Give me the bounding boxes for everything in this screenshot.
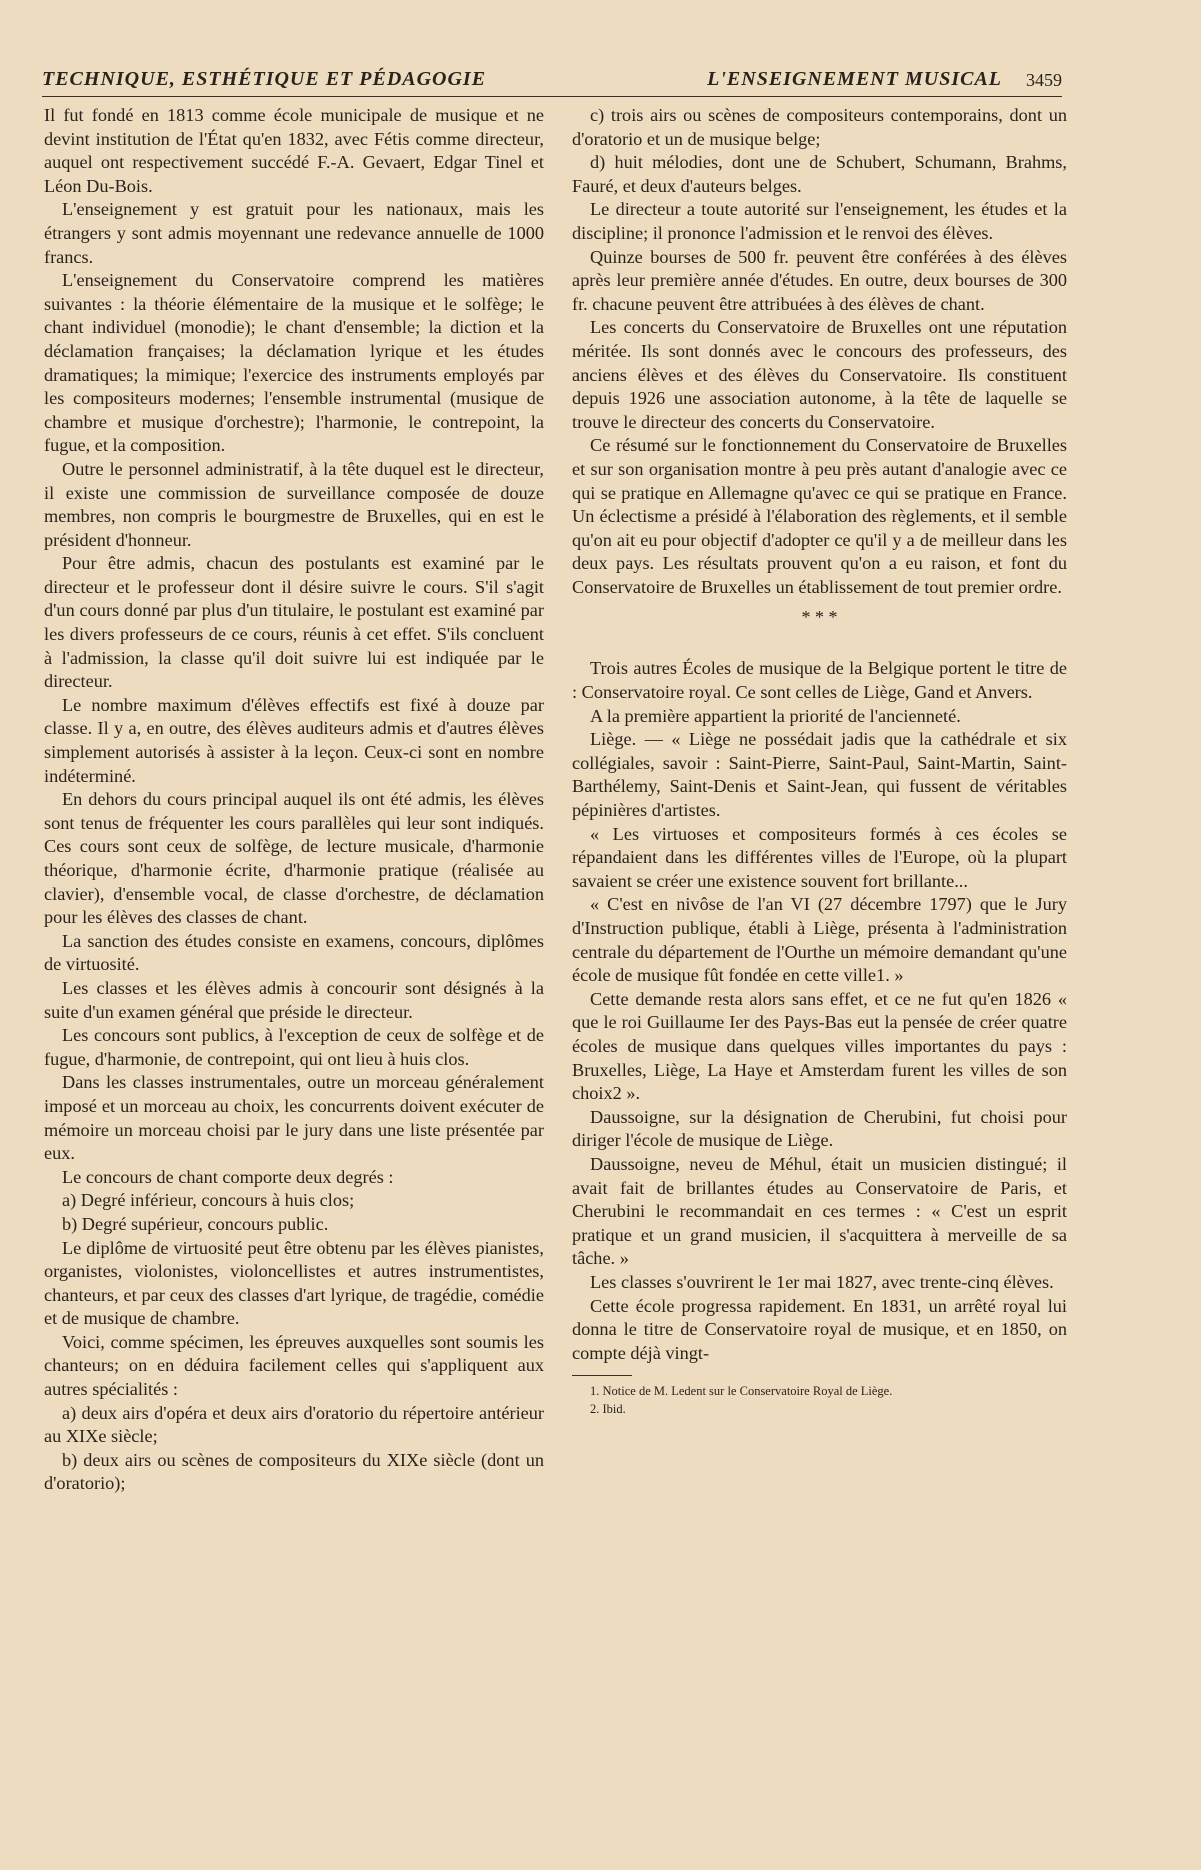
paragraph: L'enseignement y est gratuit pour les nationaux, mais les étrangers y sont admis moyennant une redevance annuelle de 1000 francs. xyxy=(44,199,544,267)
paragraph: « Les virtuoses et compositeurs formés à ces écoles se répandaient dans les différentes villes de l'Europe, où la plupart savaient se créer une existence souvent fort brillante... xyxy=(572,823,1067,891)
paragraph: Daussoigne, neveu de Méhul, était un musicien distingué; il avait fait de brillantes études au Conservatoire de Paris, et Cherubini le recommandait en ces termes : « C'est un esprit pratique et un grand musicien, il s'acquittera à merveille de sa tâche. » xyxy=(572,1153,1067,1269)
paragraph: Ce résumé sur le fonctionnement du Conservatoire de Bruxelles et sur son organisation montre à peu près autant d'analogie avec ce qui se pratique en Allemagne qu'avec ce qui se pratique en France. Un éclectisme a présidé à l'élaboration des règlements, et il semble qu'on ait eu pour objectif d'adopter ce qu'il y a de meilleur dans les deux pays. Les résultats prouvent qu'on a eu raison, et font du Conservatoire de Bruxelles un établissement de tout premier ordre. xyxy=(572,435,1067,597)
list-item: a) deux airs d'opéra et deux airs d'oratorio du répertoire antérieur au XIXe siècle; xyxy=(44,1402,544,1447)
header-right-title: L'ENSEIGNEMENT MUSICAL xyxy=(707,68,1002,90)
paragraph: Les classes s'ouvrirent le 1er mai 1827, avec trente-cinq élèves. xyxy=(590,1271,1054,1292)
paragraph: Le concours de chant comporte deux degrés : xyxy=(62,1166,394,1187)
paragraph: Trois autres Écoles de musique de la Belgique portent le titre de : Conservatoire royal. Ce sont celles de Liège, Gand et Anvers. xyxy=(572,658,1067,703)
paragraph: Outre le personnel administratif, à la tête duquel est le directeur, il existe une commission de surveillance composée de douze membres, non compris le bourgmestre de Bruxelles, qui en est le président d'honneur. xyxy=(44,458,544,550)
list-item: d) huit mélodies, dont une de Schubert, Schumann, Brahms, Fauré, et deux d'auteurs belges. xyxy=(572,152,1067,196)
paragraph: La sanction des études consiste en examens, concours, diplômes de virtuosité. xyxy=(44,930,544,975)
footnote: 2. Ibid. xyxy=(590,1402,626,1417)
paragraph: Les concours sont publics, à l'exception de ceux de solfège et de fugue, d'harmonie, de contrepoint, qui ont lieu à huis clos. xyxy=(44,1025,544,1069)
paragraph: Il fut fondé en 1813 comme école municipale de musique et ne devint institution de l'État qu'en 1832, avec Fétis comme directeur, auquel ont respectivement succédé F.-A. Gevaert, Edgar Tinel et Léon Du-Bois. xyxy=(44,105,544,196)
page-number: 3459 xyxy=(1026,70,1062,90)
paragraph: Le nombre maximum d'élèves effectifs est fixé à douze par classe. Il y a, en outre, des élèves auditeurs admis et d'autres élèves simplement autorisés à assister à la leçon. Ceux-ci sont en nombre indéterminé. xyxy=(44,694,544,786)
list-item: a) Degré inférieur, concours à huis clos; xyxy=(62,1190,355,1211)
paragraph: Liège. — « Liège ne possédait jadis que la cathédrale et six collégiales, savoir : Saint-Pierre, Saint-Paul, Saint-Martin, Saint-Barthélemy, Saint-Denis et Saint-Jean, qui fussent de véritables pépinières d'artistes. xyxy=(572,729,1067,821)
paragraph: Les concerts du Conservatoire de Bruxelles ont une réputation méritée. Ils sont donnés avec le concours des professeurs, des anciens élèves et des élèves du Conservatoire. Ils constituent depuis 1926 une association autonome, à la tête de laquelle se trouve le directeur des concerts du Conservatoire. xyxy=(572,317,1067,432)
right-column xyxy=(572,104,1067,1418)
paragraph: En dehors du cours principal auquel ils ont été admis, les élèves sont tenus de fréquenter les cours parallèles qui leur sont indiqués. Ces cours sont ceux de solfège, de lecture musicale, d'harmonie théorique, d'harmonie écrite, d'harmonie pratique (réalisée au clavier), d'ensemble vocal, de classe d'orchestre, de déclamation pour les élèves des classes de chant. xyxy=(44,789,544,928)
paragraph: Daussoigne, sur la désignation de Cherubini, fut choisi pour diriger l'école de musique de Liège. xyxy=(572,1106,1067,1151)
footnote: 1. Notice de M. Ledent sur le Conservatoire Royal de Liège. xyxy=(590,1384,893,1399)
list-item: b) Degré supérieur, concours public. xyxy=(62,1213,329,1234)
list-item: c) trois airs ou scènes de compositeurs contemporains, dont un d'oratorio et un de musique belge; xyxy=(572,105,1067,149)
paragraph: Cette école progressa rapidement. En 1831, un arrêté royal lui donna le titre de Conservatoire royal de musique, et en 1850, on compte déjà vingt- xyxy=(572,1295,1067,1363)
header-left-title: TECHNIQUE, ESTHÉTIQUE ET PÉDAGOGIE xyxy=(42,68,487,90)
left-column xyxy=(44,104,544,1496)
paragraph: A la première appartient la priorité de l'ancienneté. xyxy=(590,705,961,726)
paragraph: Quinze bourses de 500 fr. peuvent être conférées à des élèves après leur première année d'études. En outre, deux bourses de 300 fr. chacune peuvent être attribuées à des élèves de chant. xyxy=(572,246,1067,314)
paragraph: « C'est en nivôse de l'an VI (27 décembre 1797) que le Jury d'Instruction publique, établi à Liège, présenta à l'administration centrale du département de l'Ourthe un mémoire demandant qu'une école de musique fût fondée en cette ville1. » xyxy=(572,894,1067,986)
header-rule xyxy=(42,96,1062,97)
running-header xyxy=(42,68,1062,98)
paragraph: Pour être admis, chacun des postulants est examiné par le directeur et le professeur dont il désire suivre le cours. S'il s'agit d'un cours donné par plus d'un titulaire, le postulant est examiné par les divers professeurs de ce cours, réunis à cet effet. S'ils concluent à l'admission, la classe qu'il doit suivre lui est indiquée par le directeur. xyxy=(44,553,544,692)
paragraph: Voici, comme spécimen, les épreuves auxquelles sont soumis les chanteurs; on en déduira facilement celles qui s'appliquent aux autres spécialités : xyxy=(44,1331,544,1400)
paragraph: Le diplôme de virtuosité peut être obtenu par les élèves pianistes, organistes, violonistes, violoncellistes et autres instrumentistes, chanteurs, et par ceux des classes d'art lyrique, de tragédie, comédie et de musique de chambre. xyxy=(44,1237,544,1329)
paragraph: Le directeur a toute autorité sur l'enseignement, les études et la discipline; il prononce l'admission et le renvoi des élèves. xyxy=(572,199,1067,243)
footnote-rule xyxy=(572,1375,632,1376)
paragraph: Cette demande resta alors sans effet, et ce ne fut qu'en 1826 « que le roi Guillaume Ier des Pays-Bas eut la pensée de créer quatre écoles de musique dans quelques villes importantes du pays : Bruxelles, Liège, La Haye et Amsterdam furent les villes de son choix2 ». xyxy=(572,988,1067,1104)
paragraph: Dans les classes instrumentales, outre un morceau généralement imposé et un morceau au choix, les concurrents doivent exécuter de mémoire un morceau choisi par le jury dans une liste présentée par eux. xyxy=(44,1072,544,1164)
paragraph: Les classes et les élèves admis à concourir sont désignés à la suite d'un examen général que préside le directeur. xyxy=(44,977,544,1022)
paragraph: L'enseignement du Conservatoire comprend les matières suivantes : la théorie élémentaire de la musique et le solfège; le chant individuel (monodie); le chant d'ensemble; la diction et la déclamation françaises; la déclamation lyrique et les études dramatiques; la mimique; l'exercice des instruments employés par les compositeurs modernes; l'ensemble instrumental (musique de chambre et musique d'orchestre); l'harmonie, le contrepoint, la fugue, et la composition. xyxy=(44,270,544,456)
section-separator: * * * xyxy=(801,607,838,628)
list-item: b) deux airs ou scènes de compositeurs du XIXe siècle (dont un d'oratorio); xyxy=(44,1449,544,1494)
